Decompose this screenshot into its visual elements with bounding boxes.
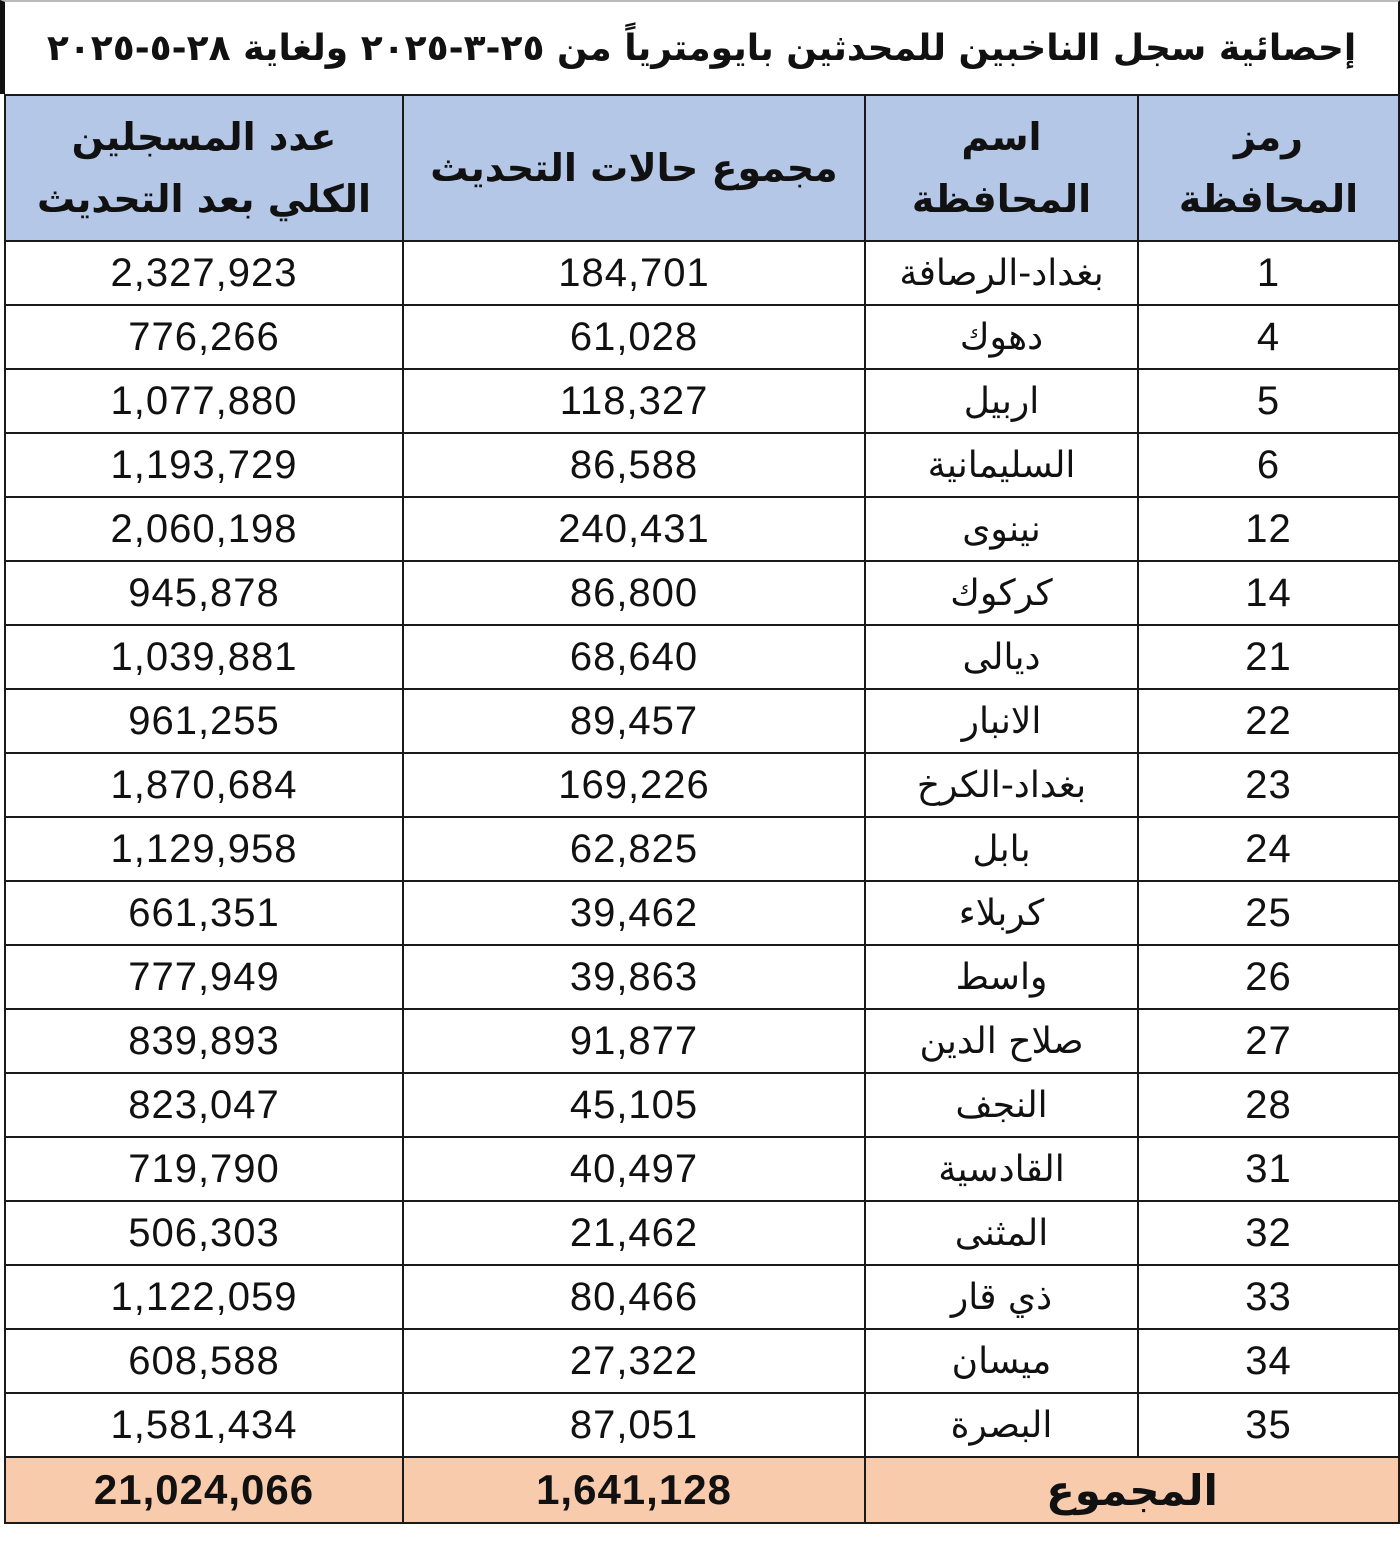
header-total-registered xyxy=(5,95,403,241)
governorate-name-cell: القادسية xyxy=(865,1137,1138,1201)
table-row xyxy=(5,433,1399,497)
update-count-cell: 89,457 xyxy=(403,689,865,753)
governorate-code-cell: 33 xyxy=(1138,1265,1399,1329)
update-count-cell: 184,701 xyxy=(403,241,865,305)
update-count-cell: 40,497 xyxy=(403,1137,865,1201)
update-count-cell: 240,431 xyxy=(403,497,865,561)
governorate-code-cell: 26 xyxy=(1138,945,1399,1009)
governorate-name-cell: اربيل xyxy=(865,369,1138,433)
total-registered-cell: 961,255 xyxy=(5,689,403,753)
governorate-code-cell: 21 xyxy=(1138,625,1399,689)
update-count-cell: 62,825 xyxy=(403,817,865,881)
table-row xyxy=(5,561,1399,625)
governorate-code-cell: 4 xyxy=(1138,305,1399,369)
governorate-name-cell: ذي قار xyxy=(865,1265,1138,1329)
total-registered-cell: 2,327,923 xyxy=(5,241,403,305)
governorate-name-cell: دهوك xyxy=(865,305,1138,369)
table-row xyxy=(5,497,1399,561)
voter-statistics-table xyxy=(4,94,1400,1524)
table-row xyxy=(5,1393,1399,1457)
governorate-name-cell: السليمانية xyxy=(865,433,1138,497)
governorate-name-cell: ديالى xyxy=(865,625,1138,689)
header-total-line2: الكلي بعد التحديث xyxy=(36,177,372,221)
table-row xyxy=(5,945,1399,1009)
total-registered-cell: 1,129,958 xyxy=(5,817,403,881)
table-row xyxy=(5,625,1399,689)
total-registered-cell: 1,870,684 xyxy=(5,753,403,817)
governorate-code-cell: 31 xyxy=(1138,1137,1399,1201)
table-row xyxy=(5,369,1399,433)
governorate-name-cell: البصرة xyxy=(865,1393,1138,1457)
header-update-count: مجموع حالات التحديث xyxy=(403,95,865,241)
update-count-cell: 21,462 xyxy=(403,1201,865,1265)
governorate-name-cell: بابل xyxy=(865,817,1138,881)
table-row xyxy=(5,881,1399,945)
total-registered-cell: 1,122,059 xyxy=(5,1265,403,1329)
governorate-name-cell: الانبار xyxy=(865,689,1138,753)
governorate-code-cell: 34 xyxy=(1138,1329,1399,1393)
header-governorate-name: اسم المحافظة xyxy=(865,95,1138,241)
total-registered-cell: 719,790 xyxy=(5,1137,403,1201)
total-updates: 1,641,128 xyxy=(403,1457,865,1523)
page-title: إحصائية سجل الناخبين للمحدثين بايومترياً من ٢٥-٣-٢٠٢٥ ولغاية ٢٨-٥-٢٠٢٥ xyxy=(46,27,1357,69)
table-row xyxy=(5,1329,1399,1393)
total-registered-cell: 1,039,881 xyxy=(5,625,403,689)
table-row xyxy=(5,753,1399,817)
governorate-code-cell: 35 xyxy=(1138,1393,1399,1457)
governorate-code-cell: 24 xyxy=(1138,817,1399,881)
table-row xyxy=(5,1137,1399,1201)
governorate-code-cell: 1 xyxy=(1138,241,1399,305)
governorate-name-cell: ميسان xyxy=(865,1329,1138,1393)
total-registered-cell: 777,949 xyxy=(5,945,403,1009)
governorate-name-cell: النجف xyxy=(865,1073,1138,1137)
governorate-name-cell: بغداد-الكرخ xyxy=(865,753,1138,817)
table-row xyxy=(5,1073,1399,1137)
table-row xyxy=(5,689,1399,753)
governorate-code-cell: 14 xyxy=(1138,561,1399,625)
governorate-name-cell: نينوى xyxy=(865,497,1138,561)
table-row xyxy=(5,305,1399,369)
total-registered-cell: 661,351 xyxy=(5,881,403,945)
header-governorate-code: رمز المحافظة xyxy=(1138,95,1399,241)
update-count-cell: 118,327 xyxy=(403,369,865,433)
header-total-line1: عدد المسجلين xyxy=(71,115,337,159)
governorate-name-cell: بغداد-الرصافة xyxy=(865,241,1138,305)
update-count-cell: 87,051 xyxy=(403,1393,865,1457)
total-registered-cell: 2,060,198 xyxy=(5,497,403,561)
table-body xyxy=(5,241,1399,1457)
governorate-code-cell: 12 xyxy=(1138,497,1399,561)
update-count-cell: 80,466 xyxy=(403,1265,865,1329)
total-registered-cell: 839,893 xyxy=(5,1009,403,1073)
update-count-cell: 86,588 xyxy=(403,433,865,497)
update-count-cell: 86,800 xyxy=(403,561,865,625)
governorate-name-cell: كركوك xyxy=(865,561,1138,625)
total-registered-cell: 1,581,434 xyxy=(5,1393,403,1457)
update-count-cell: 169,226 xyxy=(403,753,865,817)
total-registered-cell: 1,077,880 xyxy=(5,369,403,433)
governorate-code-cell: 6 xyxy=(1138,433,1399,497)
total-registered-cell: 776,266 xyxy=(5,305,403,369)
update-count-cell: 61,028 xyxy=(403,305,865,369)
grand-total: 21,024,066 xyxy=(5,1457,403,1523)
table-row xyxy=(5,817,1399,881)
header-row xyxy=(5,95,1399,241)
total-registered-cell: 823,047 xyxy=(5,1073,403,1137)
update-count-cell: 68,640 xyxy=(403,625,865,689)
update-count-cell: 27,322 xyxy=(403,1329,865,1393)
total-registered-cell: 506,303 xyxy=(5,1201,403,1265)
governorate-code-cell: 23 xyxy=(1138,753,1399,817)
governorate-code-cell: 27 xyxy=(1138,1009,1399,1073)
update-count-cell: 39,462 xyxy=(403,881,865,945)
governorate-code-cell: 28 xyxy=(1138,1073,1399,1137)
total-label: المجموع xyxy=(865,1457,1399,1523)
total-row xyxy=(5,1457,1399,1523)
governorate-name-cell: كربلاء xyxy=(865,881,1138,945)
table-row xyxy=(5,1201,1399,1265)
governorate-name-cell: صلاح الدين xyxy=(865,1009,1138,1073)
governorate-name-cell: واسط xyxy=(865,945,1138,1009)
governorate-code-cell: 25 xyxy=(1138,881,1399,945)
governorate-code-cell: 5 xyxy=(1138,369,1399,433)
table-row xyxy=(5,1009,1399,1073)
governorate-code-cell: 22 xyxy=(1138,689,1399,753)
table-row xyxy=(5,241,1399,305)
table-row xyxy=(5,1265,1399,1329)
total-registered-cell: 1,193,729 xyxy=(5,433,403,497)
title-bar xyxy=(0,0,1400,94)
update-count-cell: 91,877 xyxy=(403,1009,865,1073)
governorate-code-cell: 32 xyxy=(1138,1201,1399,1265)
update-count-cell: 45,105 xyxy=(403,1073,865,1137)
total-registered-cell: 608,588 xyxy=(5,1329,403,1393)
update-count-cell: 39,863 xyxy=(403,945,865,1009)
total-registered-cell: 945,878 xyxy=(5,561,403,625)
governorate-name-cell: المثنى xyxy=(865,1201,1138,1265)
